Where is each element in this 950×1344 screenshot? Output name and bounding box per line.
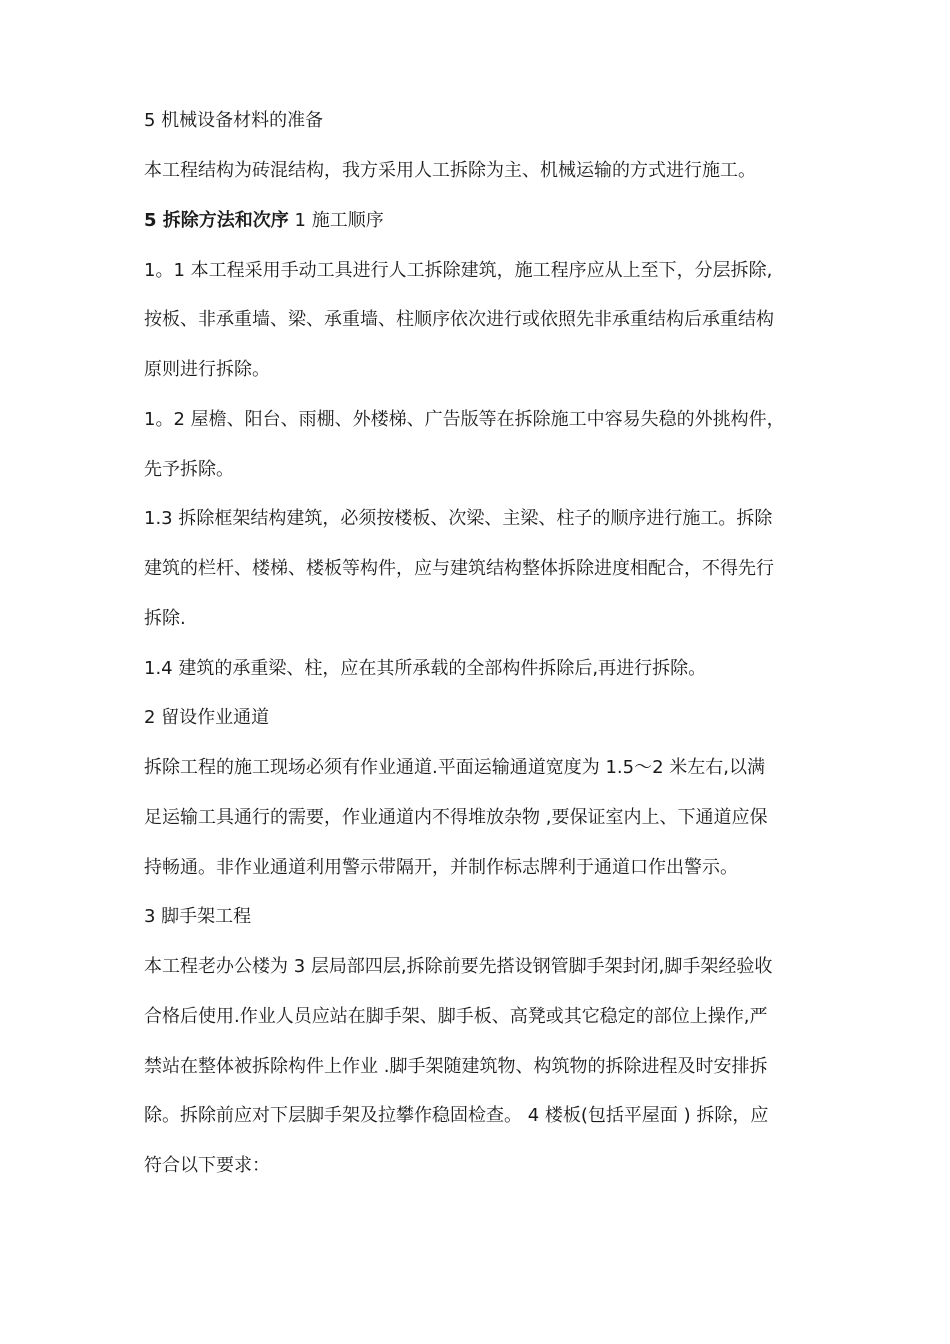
paragraph-line: 持畅通。非作业通道利用警示带隔开，并制作标志牌利于通道口作出警示。 xyxy=(144,857,738,878)
paragraph-line: 1。1 本工程采用手动工具进行人工拆除建筑，施工程序应从上至下，分层拆除, xyxy=(144,260,773,281)
paragraph-line: 拆除. xyxy=(144,608,186,629)
paragraph-line: 建筑的栏杆、楼梯、楼板等构件，应与建筑结构整体拆除进度相配合，不得先行 xyxy=(144,558,774,579)
paragraph-line: 1.3 拆除框架结构建筑，必须按楼板、次梁、主梁、柱子的顺序进行施工。拆除 xyxy=(144,508,773,529)
paragraph-line: 先予拆除。 xyxy=(144,459,234,480)
paragraph-line: 拆除工程的施工现场必须有作业通道.平面运输通道宽度为 1.5～2 米左右,以满 xyxy=(144,757,765,778)
paragraph-line: 1.4 建筑的承重梁、柱，应在其所承载的全部构件拆除后,再进行拆除。 xyxy=(144,658,707,679)
paragraph-line: 符合以下要求： xyxy=(144,1155,270,1176)
paragraph-line: 本工程老办公楼为 3 层局部四层,拆除前要先搭设钢管脚手架封闭,脚手架经验收 xyxy=(144,956,773,977)
paragraph-line: 按板、非承重墙、梁、承重墙、柱顺序依次进行或依照先非承重结构后承重结构 xyxy=(144,309,774,330)
paragraph-line: 合格后使用.作业人员应站在脚手架、脚手板、高凳或其它稳定的部位上操作,严 xyxy=(144,1006,768,1027)
paragraph-line: 本工程结构为砖混结构，我方采用人工拆除为主、机械运输的方式进行施工。 xyxy=(144,160,756,181)
paragraph-line: 原则进行拆除。 xyxy=(144,359,270,380)
section-heading-equipment: 5 机械设备材料的准备 xyxy=(144,110,324,131)
heading-normal-text: 1 施工顺序 xyxy=(288,210,384,231)
section-heading-demolition xyxy=(144,208,824,234)
section-heading-scaffold: 3 脚手架工程 xyxy=(144,906,252,927)
paragraph-line: 足运输工具通行的需要，作业通道内不得堆放杂物 ,要保证室内上、下通道应保 xyxy=(144,807,768,828)
paragraph-line: 除。拆除前应对下层脚手架及拉攀作稳固检查。 4 楼板(包括平屋面 ) 拆除，应 xyxy=(144,1105,769,1126)
paragraph-line: 1。2 屋檐、阳台、雨棚、外楼梯、广告版等在拆除施工中容易失稳的外挑构件， xyxy=(144,409,785,430)
heading-bold-text: 5 拆除方法和次序 xyxy=(144,210,289,231)
section-heading-passage: 2 留设作业通道 xyxy=(144,707,270,728)
paragraph-line: 禁站在整体被拆除构件上作业 .脚手架随建筑物、构筑物的拆除进程及时安排拆 xyxy=(144,1056,768,1077)
